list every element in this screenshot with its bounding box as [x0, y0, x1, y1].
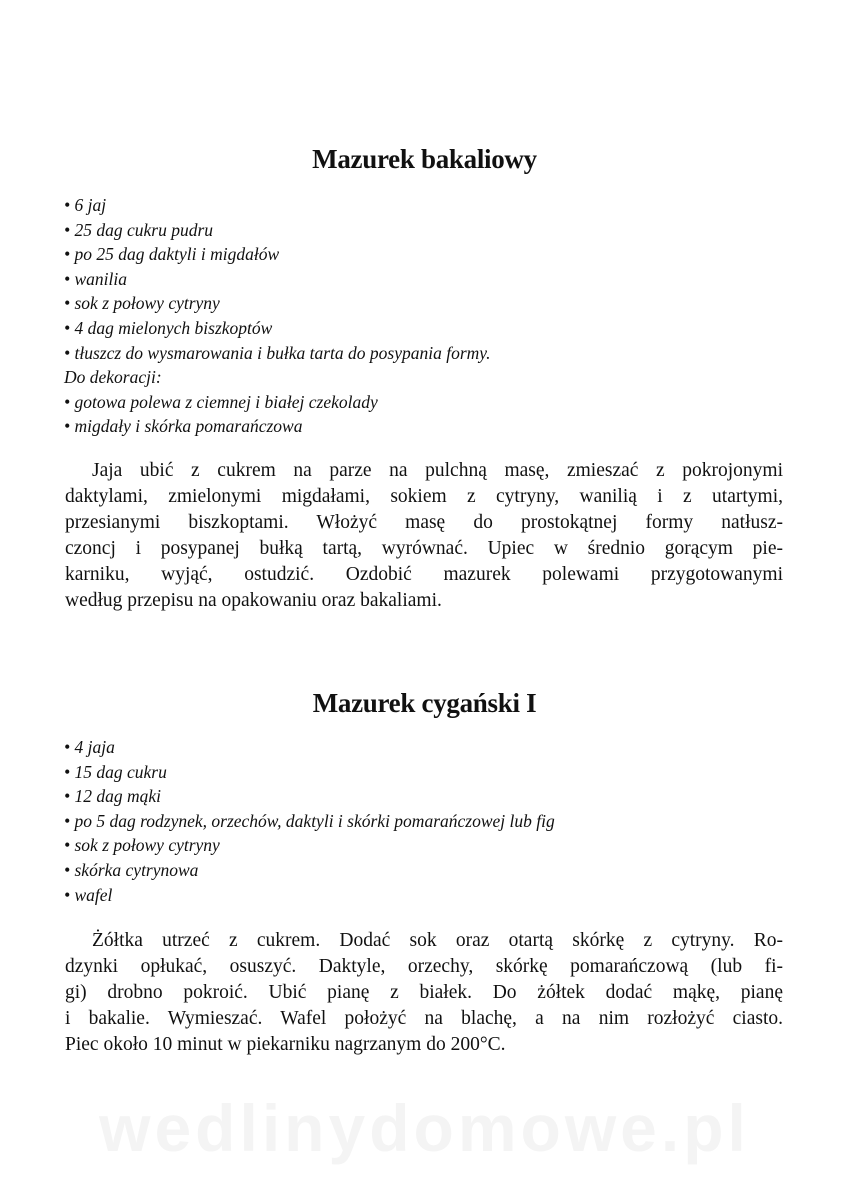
instruction-line: Piec około 10 minut w piekarniku nagrzanym do 200°C. [65, 1034, 506, 1055]
instruction-line: czoncj i posypanej bułką tartą, wyrównać. Upiec w średnio gorącym pie- [65, 538, 783, 559]
instruction-line: Jaja ubić z cukrem na parze na pulchną masę, zmieszać z pokrojonymi [92, 460, 783, 481]
instruction-line: Żółtka utrzeć z cukrem. Dodać sok oraz otartą skórkę z cytryny. Ro- [92, 930, 783, 951]
ingredient: • po 5 dag rodzynek, orzechów, daktyli i skórki pomarańczowej lub fig [64, 810, 555, 831]
ingredient: • 15 dag cukru [64, 761, 167, 782]
recipe-title: Mazurek bakaliowy [312, 144, 537, 174]
instruction-line: daktylami, zmielonymi migdałami, sokiem z cytryny, wanilią i z utartymi, [65, 486, 783, 507]
ingredient-list [64, 735, 555, 907]
ingredient: • wanilia [64, 268, 128, 289]
decoration-label: Do dekoracji: [64, 367, 162, 388]
instructions [65, 928, 783, 1058]
ingredient: • skórka cytrynowa [64, 859, 199, 880]
ingredient: • 25 dag cukru pudru [64, 219, 214, 240]
instruction-line: dzynki opłukać, osuszyć. Daktyle, orzechy, skórkę pomarańczową (lub fi- [65, 956, 783, 977]
ingredient: • 12 dag mąki [64, 786, 162, 807]
instruction-line: według przepisu na opakowaniu oraz bakaliami. [65, 590, 442, 611]
ingredient: • tłuszcz do wysmarowania i bułka tarta do posypania formy. [64, 342, 491, 363]
instruction-line: gi) drobno pokroić. Ubić pianę z białek. Do żółtek dodać mąkę, pianę [65, 982, 783, 1003]
ingredient: • po 25 dag daktyli i migdałów [64, 244, 280, 265]
watermark: wedlinydomowe.pl [99, 1091, 750, 1165]
instructions [65, 458, 783, 614]
ingredient: • sok z połowy cytryny [64, 835, 220, 856]
instruction-line: i bakalie. Wymieszać. Wafel położyć na blachę, a na nim rozłożyć ciasto. [65, 1008, 783, 1029]
recipe-title: Mazurek cygański I [312, 688, 537, 718]
instruction-line: przesianymi biszkoptami. Włożyć masę do prostokątnej formy natłusz- [65, 512, 783, 533]
ingredient: • 4 jaja [64, 737, 115, 757]
decoration-item: • gotowa polewa z ciemnej i białej czekolady [64, 391, 378, 412]
decoration-item: • migdały i skórka pomarańczowa [64, 416, 303, 437]
instruction-line: karniku, wyjąć, ostudzić. Ozdobić mazurek polewami przygotowanymi [65, 564, 783, 585]
ingredient: • 4 dag mielonych biszkoptów [64, 317, 273, 338]
ingredient: • 6 jaj [64, 195, 107, 215]
ingredient: • sok z połowy cytryny [64, 293, 220, 314]
ingredient-list [64, 193, 490, 439]
ingredient: • wafel [64, 884, 113, 905]
